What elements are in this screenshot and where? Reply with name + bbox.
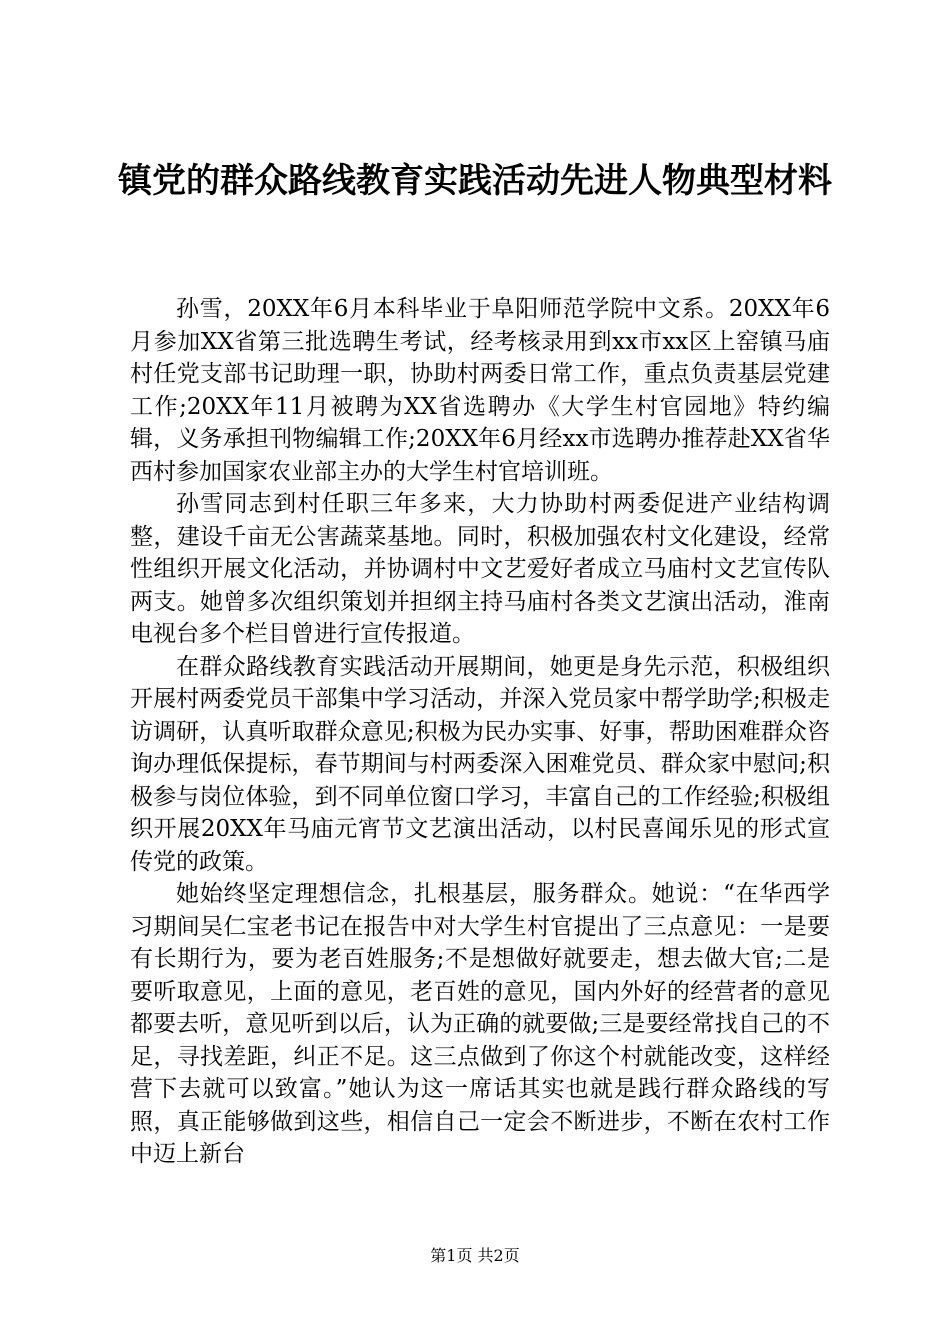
page-footer: 第1页 共2页 <box>430 1246 520 1265</box>
document-title: 镇党的群众路线教育实践活动先进人物典型材料 <box>118 161 832 201</box>
document-body <box>130 293 830 1167</box>
paragraph: 她始终坚定理想信念，扎根基层，服务群众。她说：“在华西学习期间吴仁宝老书记在报告中对大学生村官提出了三点意见：一是要有长期行为，要为老百姓服务;不是想做好就要走，想去做大官;二是要听取意见，上面的意见，老百姓的意见，国内外好的经营者的意见都要去听，意见听到以后，认为正确的就要做;三是要经常找自己的不足，寻找差距，纠正不足。这三点做到了你这个村就能改变，这样经营下去就可以致富。”她认为这一席话其实也就是践行群众路线的写照，真正能够做到这些，相信自己一定会不断进步，不断在农村工作中迈上新台 <box>130 881 830 1167</box>
paragraph: 孙雪同志到村任职三年多来，大力协助村两委促进产业结构调整，建设千亩无公害蔬菜基地。同时，积极加强农村文化建设，经常性组织开展文化活动，并协调村中文艺爱好者成立马庙村文艺宣传队两支。她曾多次组织策划并担纲主持马庙村各类文艺演出活动，淮南电视台多个栏目曾进行宣传报道。 <box>130 491 830 647</box>
paragraph: 孙雪，20XX年6月本科毕业于阜阳师范学院中文系。20XX年6月参加XX省第三批选聘生考试，经考核录用到xx市xx区上窑镇马庙村任党支部书记助理一职，协助村两委日常工作，重点负责基层党建工作;20XX年11月被聘为XX省选聘办《大学生村官园地》特约编辑，义务承担刊物编辑工作;20XX年6月经xx市选聘办推荐赴XX省华西村参加国家农业部主办的大学生村官培训班。 <box>130 296 830 485</box>
paragraph: 在群众路线教育实践活动开展期间，她更是身先示范，积极组织开展村两委党员干部集中学习活动，并深入党员家中帮学助学;积极走访调研，认真听取群众意见;积极为民办实事、好事，帮助困难群众咨询办理低保提标，春节期间与村两委深入困难党员、群众家中慰问;积极参与岗位体验，到不同单位窗口学习，丰富自己的工作经验;积极组织开展20XX年马庙元宵节文艺演出活动，以村民喜闻乐见的形式宣传党的政策。 <box>130 653 830 875</box>
